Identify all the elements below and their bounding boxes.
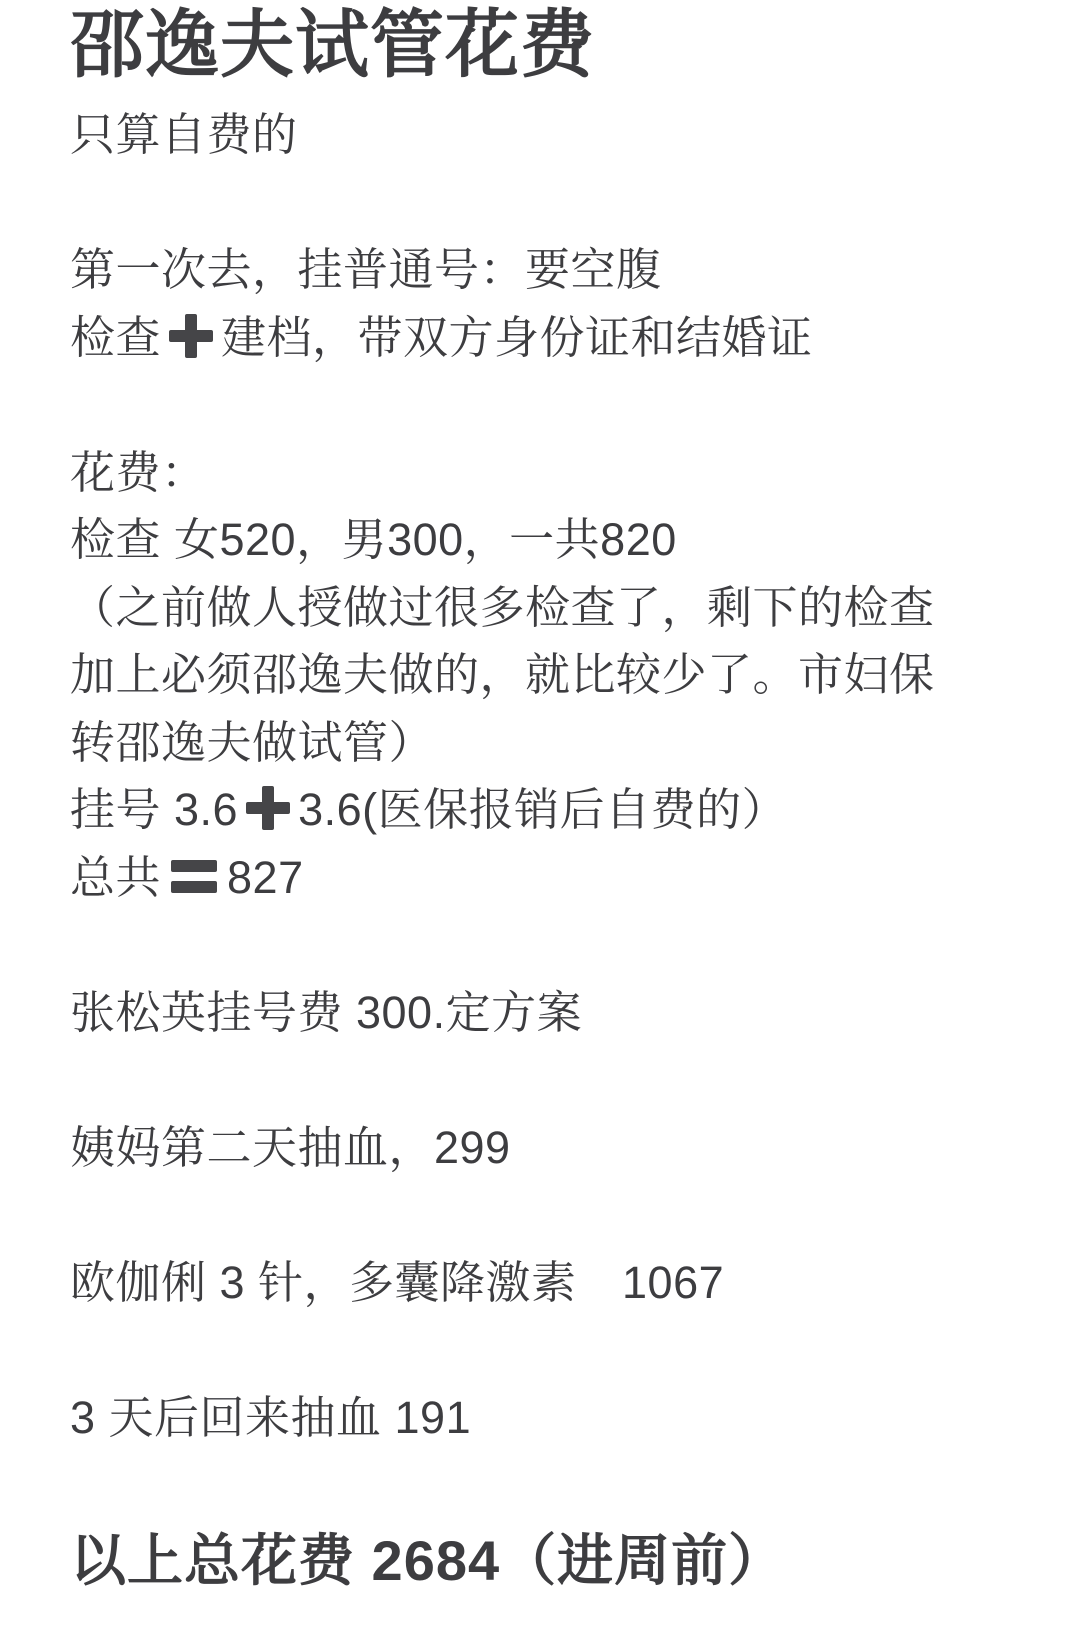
note-line bbox=[70, 574, 1010, 642]
text-segment: 只算自费的 bbox=[70, 109, 298, 160]
note-line bbox=[70, 506, 1010, 574]
blank-line bbox=[70, 371, 1010, 439]
blank-line bbox=[70, 169, 1010, 237]
note-line bbox=[70, 1384, 1010, 1452]
note-line bbox=[70, 101, 1010, 169]
note-line bbox=[70, 709, 1010, 777]
text-segment: 建档，带双方身份证和结婚证 bbox=[221, 311, 813, 363]
note-line bbox=[70, 979, 1010, 1047]
note-line bbox=[70, 1249, 1010, 1317]
text-segment: 加上必须邵逸夫做的，就比较少了。市妇保 bbox=[70, 649, 935, 700]
note-line bbox=[70, 439, 1010, 507]
note-line bbox=[70, 844, 1010, 912]
text-segment: 挂号 3.6 bbox=[70, 784, 239, 835]
text-segment: 欧伽俐 3 针，多囊降激素 1067 bbox=[70, 1256, 725, 1308]
plus-icon bbox=[169, 314, 213, 358]
blank-line bbox=[70, 1181, 1010, 1249]
text-segment: 3.6(医保报销后自费的） bbox=[298, 784, 788, 835]
text-segment: 检查 bbox=[70, 311, 162, 363]
blank-line bbox=[70, 1316, 1010, 1384]
text-segment: 3 天后回来抽血 191 bbox=[70, 1391, 472, 1443]
text-segment: 检查 女520，男300，一共820 bbox=[70, 514, 677, 565]
equals-icon bbox=[171, 860, 217, 893]
note-line bbox=[70, 776, 1010, 844]
text-segment: 总共 bbox=[70, 851, 162, 903]
note-line bbox=[70, 236, 1010, 304]
blank-line bbox=[70, 1451, 1010, 1519]
blank-line bbox=[70, 1046, 1010, 1114]
note-line bbox=[70, 304, 1010, 372]
text-segment: 转邵逸夫做试管） bbox=[70, 716, 435, 768]
note-line bbox=[70, 641, 1010, 709]
text-segment: （之前做人授做过很多检查了，剩下的检查 bbox=[70, 581, 935, 633]
note-title: 邵逸夫试管花费 bbox=[70, 3, 595, 86]
text-segment: 以上总花费 2684（进周前） bbox=[70, 1528, 786, 1592]
note-summary-heading bbox=[70, 1519, 1010, 1603]
text-segment: 花费： bbox=[70, 446, 207, 498]
text-segment: 第一次去，挂普通号：要空腹 bbox=[70, 244, 662, 295]
plus-icon bbox=[246, 786, 290, 830]
text-segment: 张松英挂号费 300.定方案 bbox=[70, 986, 583, 1038]
blank-line bbox=[70, 911, 1010, 979]
text-segment: 姨妈第二天抽血，299 bbox=[70, 1121, 511, 1173]
text-segment: 827 bbox=[227, 851, 304, 903]
note-body[interactable] bbox=[70, 101, 1010, 1603]
note-line bbox=[70, 1114, 1010, 1182]
